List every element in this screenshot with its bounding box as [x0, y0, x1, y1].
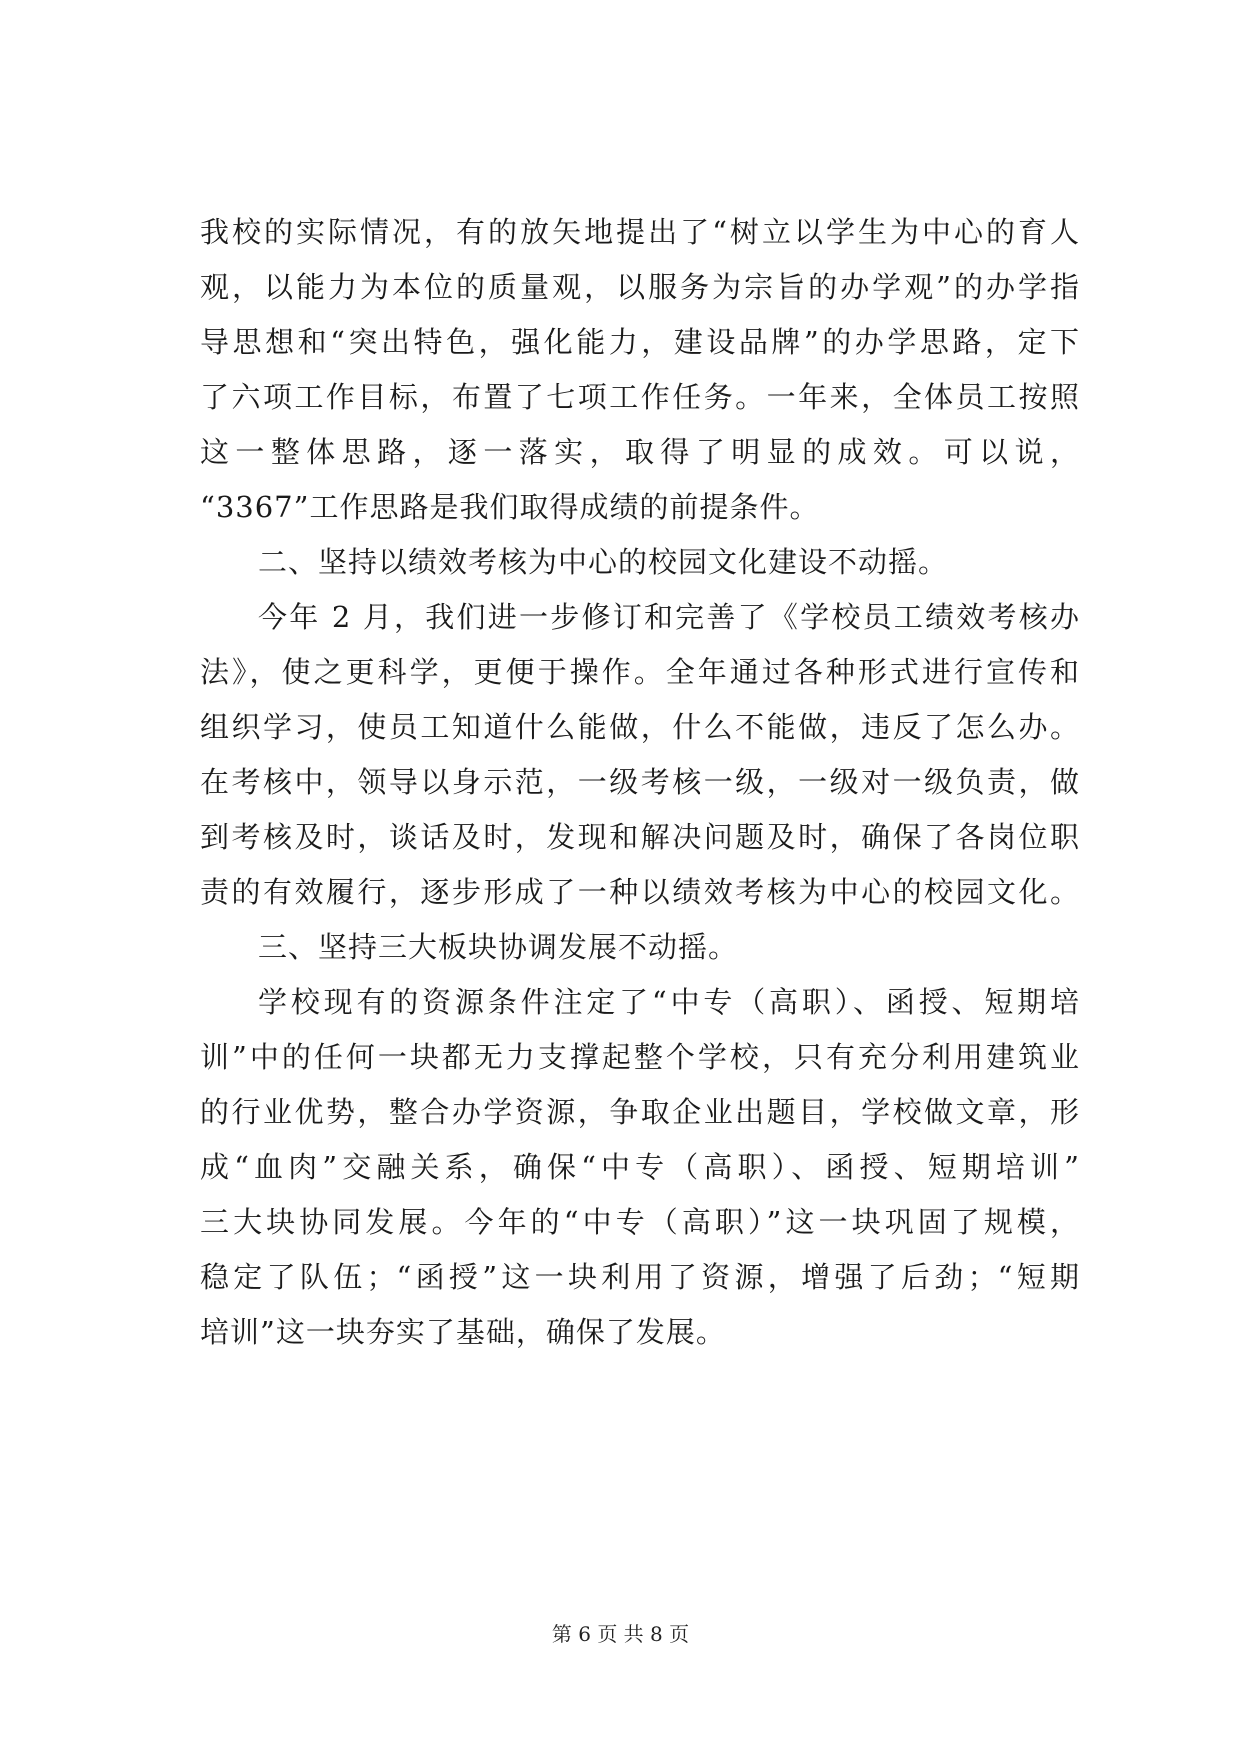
text-line: 了六项工作目标，布置了七项工作任务。一年来，全体员工按照	[200, 380, 1080, 414]
text-line: 这一整体思路，逐一落实，取得了明显的成效。可以说，	[200, 435, 1080, 469]
text-line: 学校现有的资源条件注定了“中专（高职）、函授、短期培	[258, 985, 1080, 1019]
text-line: 培训”这一块夯实了基础，确保了发展。	[200, 1315, 726, 1349]
text-line: 稳定了队伍；“函授”这一块利用了资源，增强了后劲；“短期	[200, 1260, 1080, 1294]
section-heading: 二、坚持以绩效考核为中心的校园文化建设不动摇。	[258, 545, 949, 579]
text-line: 组织学习，使员工知道什么能做，什么不能做，违反了怎么办。	[200, 710, 1080, 744]
section-heading: 三、坚持三大板块协调发展不动摇。	[258, 930, 739, 964]
page-footer: 第 6 页 共 8 页	[551, 1622, 690, 1646]
text-line: 成“血肉”交融关系，确保“中专（高职）、函授、短期培训”	[200, 1150, 1080, 1184]
text-line: 三大块协同发展。今年的“中专（高职）”这一块巩固了规模，	[200, 1205, 1080, 1239]
text-line: 法》，使之更科学，更便于操作。全年通过各种形式进行宣传和	[200, 655, 1080, 689]
text-line: 观，以能力为本位的质量观，以服务为宗旨的办学观”的办学指	[200, 270, 1080, 304]
text-line: 在考核中，领导以身示范，一级考核一级，一级对一级负责，做	[200, 765, 1080, 799]
text-line: 训”中的任何一块都无力支撑起整个学校，只有充分利用建筑业	[200, 1040, 1080, 1074]
text-line: “3367”工作思路是我们取得成绩的前提条件。	[200, 490, 820, 524]
text-line: 的行业优势，整合办学资源，争取企业出题目，学校做文章，形	[200, 1095, 1080, 1129]
text-line: 到考核及时，谈话及时，发现和解决问题及时，确保了各岗位职	[200, 820, 1080, 854]
text-line: 责的有效履行，逐步形成了一种以绩效考核为中心的校园文化。	[200, 875, 1080, 909]
text-line: 我校的实际情况，有的放矢地提出了“树立以学生为中心的育人	[200, 215, 1080, 249]
text-line: 今年 2 月，我们进一步修订和完善了《学校员工绩效考核办	[258, 600, 1080, 634]
text-line: 导思想和“突出特色，强化能力，建设品牌”的办学思路，定下	[200, 325, 1080, 359]
